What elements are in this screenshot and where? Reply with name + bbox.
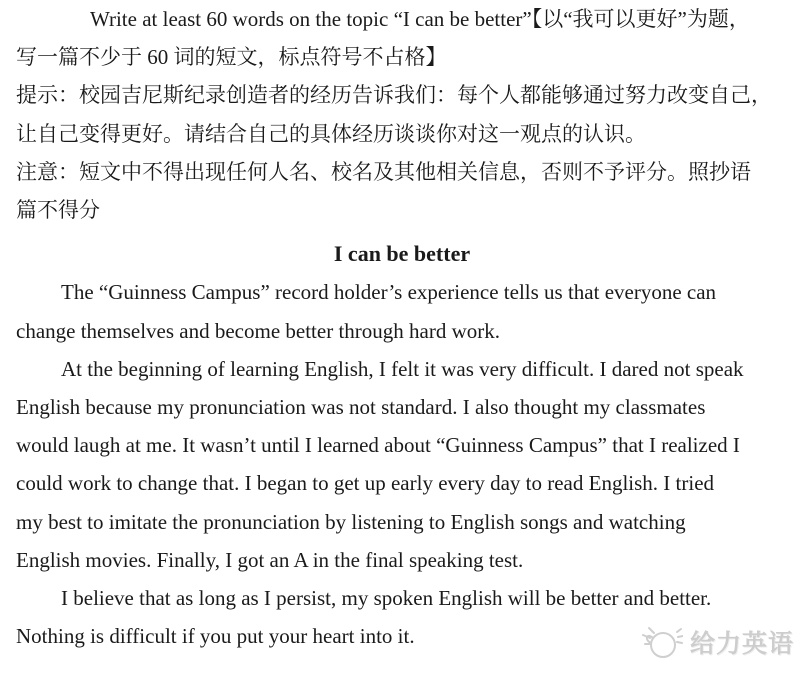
text-line: At the beginning of learning English, I felt it was very difficult. I dared not speak (61, 356, 744, 381)
text-line: 提示：校园吉尼斯纪录创造者的经历告诉我们：每个人都能够通过努力改变自己， (16, 83, 772, 108)
text-line: Nothing is difficult if you put your heart into it. (16, 624, 415, 649)
text-line: 写一篇不少于 60 词的短文，标点符号不占格】 (16, 45, 447, 70)
text-line: English movies. Finally, I got an A in the final speaking test. (16, 547, 524, 572)
text-line: would laugh at me. It wasn’t until I learned about “Guinness Campus” that I realized I (16, 433, 740, 458)
document-lines (16, 0, 788, 655)
text-line: could work to change that. I began to get up early every day to read English. I tried (16, 471, 715, 496)
text-line: 让自己变得更好。请结合自己的具体经历谈谈你对这一观点的认识。 (16, 121, 646, 146)
text-line: I believe that as long as I persist, my spoken English will be better and better. (61, 586, 712, 611)
text-line: Write at least 60 words on the topic “I can be better”【以“我可以更好”为题， (90, 7, 750, 31)
text-line: English because my pronunciation was not standard. I also thought my classmates (16, 395, 706, 420)
megaphone-icon (639, 622, 683, 662)
text-line: 篇不得分 (16, 198, 100, 223)
text-line: change themselves and become better through hard work. (16, 318, 500, 343)
essay-title: I can be better (333, 241, 471, 267)
watermark (639, 622, 794, 662)
watermark-label: 给力英语 (689, 630, 794, 658)
text-line: The “Guinness Campus” record holder’s experience tells us that everyone can (61, 280, 717, 305)
text-line: my best to imitate the pronunciation by listening to English songs and watching (16, 509, 686, 534)
text-line: 注意：短文中不得出现任何人名、校名及其他相关信息，否则不予评分。照抄语 (16, 159, 751, 184)
